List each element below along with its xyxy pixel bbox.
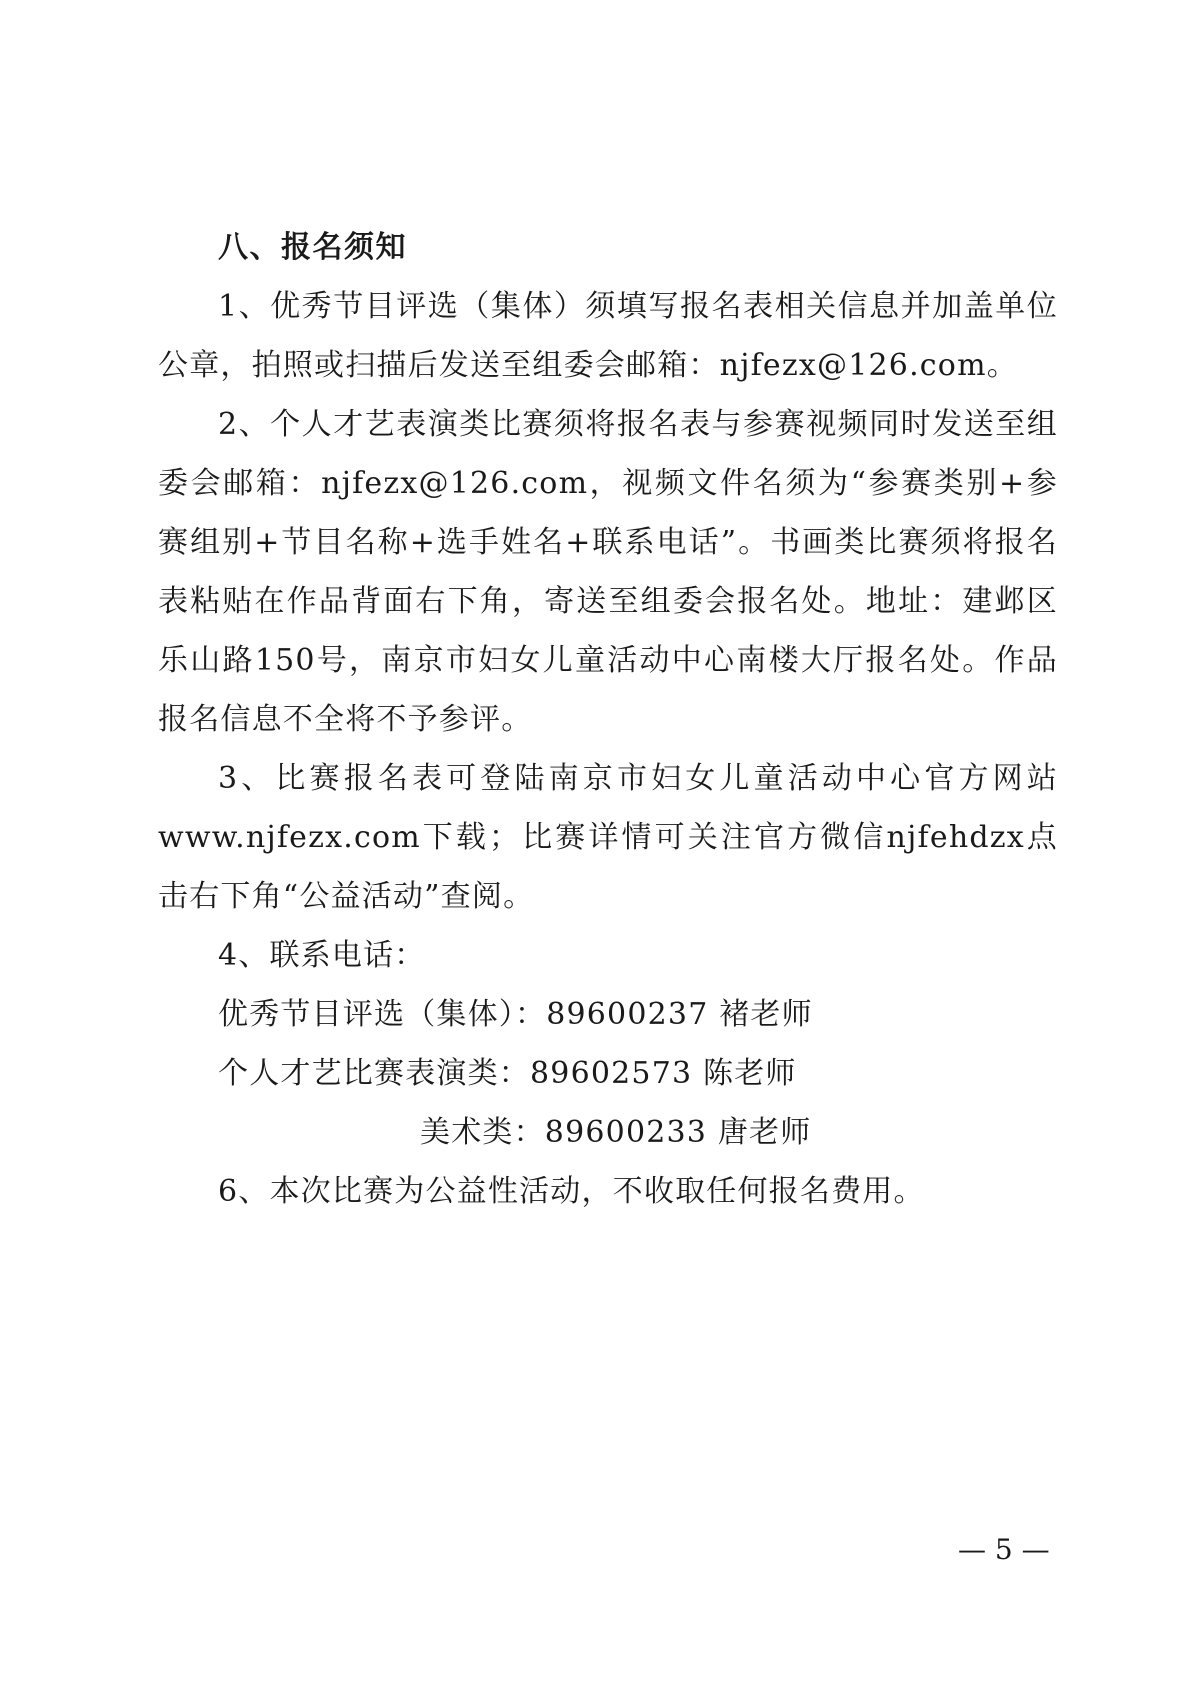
final-note: 6、本次比赛为公益性活动，不收取任何报名费用。 xyxy=(218,1174,925,1209)
paragraph-registration-2: 2、个人才艺表演类比赛须将报名表与参赛视频同时发送至组委会邮箱：njfezx@126.com，视频文件名须为“参赛类别+参赛组别+节目名称+选手姓名+联系电话”。书画类比赛须将报名表粘贴在作品背面右下角，寄送至组委会报名处。地址：建邺区乐山路150号，南京市妇女儿童活动中心南楼大厅报名处。作品报名信息不全将不予参评。 xyxy=(158,407,1058,737)
contact-line-art: 美术类：89600233 唐老师 xyxy=(420,1115,812,1150)
page-content xyxy=(158,218,1058,1221)
paragraph-registration-1: 1、优秀节目评选（集体）须填写报名表相关信息并加盖单位公章，拍照或扫描后发送至组委会邮箱：njfezx@126.com。 xyxy=(158,289,1058,383)
contact-heading: 4、联系电话： xyxy=(218,938,426,973)
page-number: — 5 — xyxy=(958,1533,1050,1566)
section-title: 八、报名须知 xyxy=(218,230,407,265)
contact-line-group-program: 优秀节目评选（集体）：89600237 褚老师 xyxy=(218,997,813,1032)
paragraph-registration-3: 3、比赛报名表可登陆南京市妇女儿童活动中心官方网站www.njfezx.com下载；比赛详情可关注官方微信njfehdzx点击右下角“公益活动”查阅。 xyxy=(158,761,1058,914)
contact-line-performance: 个人才艺比赛表演类：89602573 陈老师 xyxy=(218,1056,797,1091)
